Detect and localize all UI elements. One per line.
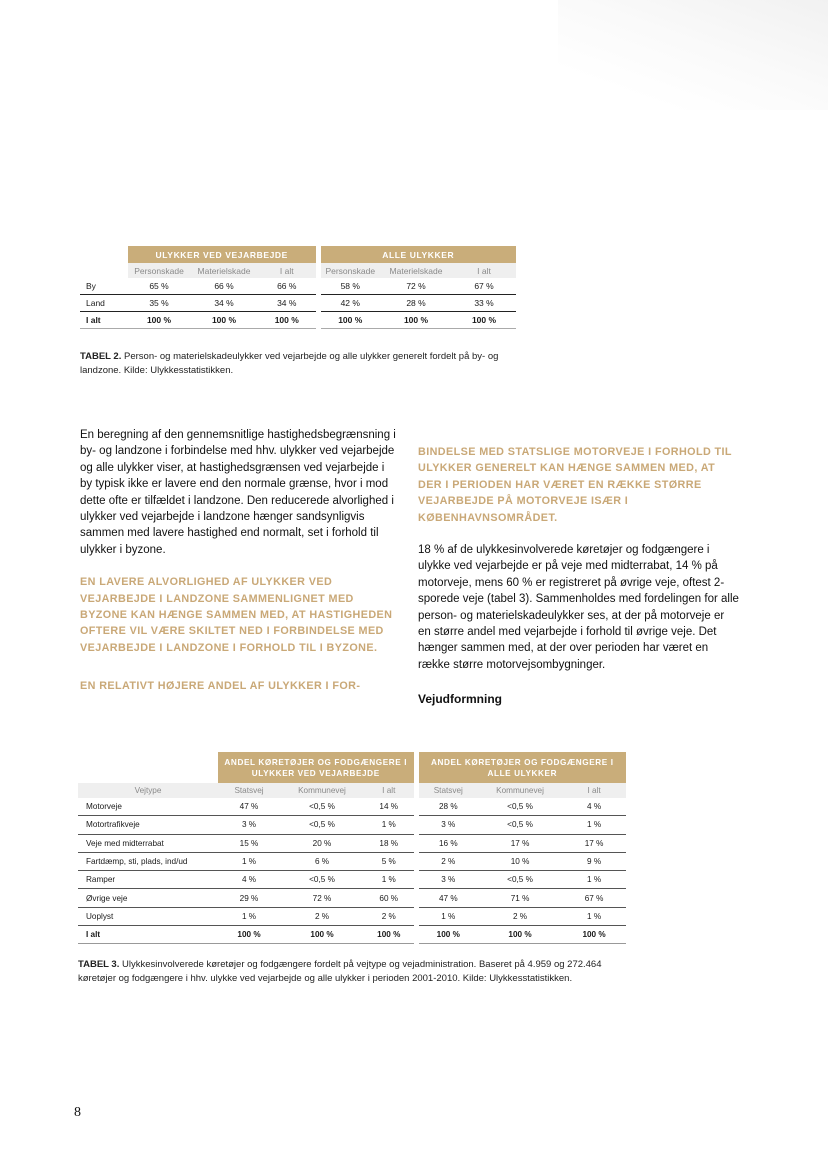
table-cell: 100 %	[364, 926, 416, 944]
table-row	[78, 834, 626, 852]
table-2-group-header: ULYKKER VED VEJARBEJDE	[128, 246, 318, 263]
table-cell: 67 %	[452, 278, 516, 295]
table-cell: 4 %	[562, 798, 626, 816]
table-2-column-header: Personskade	[318, 263, 380, 278]
table-cell: 3 %	[416, 816, 478, 834]
table-cell: 1 %	[364, 816, 416, 834]
table-cell: <0,5 %	[280, 816, 364, 834]
row-label: I alt	[80, 312, 128, 329]
table-cell: 65 %	[128, 278, 190, 295]
table-3-group-header: ANDEL KØRETØJER OG FODGÆNGERE I ALLE ULYKKER	[416, 752, 626, 783]
page-number: 8	[74, 1105, 81, 1120]
table-cell: 1 %	[218, 907, 280, 925]
table-cell: 29 %	[218, 889, 280, 907]
table-cell: <0,5 %	[478, 871, 562, 889]
caption-text: Ulykkesinvolverede køretøjer og fodgængere fordelt på vejtype og vejadministration. Baseret på 4.959 og 272.464 køretøjer og fodgængere i hhv. ulykke ved vejarbejde og alle ulykker i perioden 2001-2010. Kilde: Ulykkesstatistikken.	[78, 959, 602, 984]
table-cell: 1 %	[364, 871, 416, 889]
table-cell: 72 %	[380, 278, 452, 295]
table-cell: 66 %	[258, 278, 318, 295]
row-label: Land	[80, 295, 128, 312]
table-cell: 100 %	[562, 926, 626, 944]
caption-label: TABEL 2.	[80, 351, 122, 362]
table-cell: 4 %	[218, 871, 280, 889]
table-cell: <0,5 %	[478, 816, 562, 834]
table-row-total	[78, 926, 626, 944]
table-cell: 100 %	[416, 926, 478, 944]
right-column	[418, 444, 740, 708]
table-cell: 16 %	[416, 834, 478, 852]
table-cell: 100 %	[452, 312, 516, 329]
table-3-column-header: Kommunevej	[478, 783, 562, 798]
table-cell: 6 %	[280, 852, 364, 870]
table-row	[80, 295, 516, 312]
row-label: Motortrafikveje	[78, 816, 218, 834]
table-cell: 60 %	[364, 889, 416, 907]
table-3-column-header: Statsvej	[218, 783, 280, 798]
table-row	[78, 871, 626, 889]
table-cell: 34 %	[190, 295, 258, 312]
table-cell: 18 %	[364, 834, 416, 852]
table-2-column-header: Materielskade	[380, 263, 452, 278]
pull-quote-start: EN RELATIVT HØJERE ANDEL AF ULYKKER I FOR-	[80, 680, 361, 693]
table-cell: 100 %	[190, 312, 258, 329]
table-row	[78, 852, 626, 870]
row-label: By	[80, 278, 128, 295]
table-cell: 9 %	[562, 852, 626, 870]
table-row	[78, 907, 626, 925]
table-cell: 2 %	[478, 907, 562, 925]
table-cell: 20 %	[280, 834, 364, 852]
table-row	[78, 889, 626, 907]
table-cell: 1 %	[562, 907, 626, 925]
table-3	[78, 752, 626, 944]
corner-shading	[558, 0, 828, 110]
body-paragraph: 18 % af de ulykkesinvolverede køretøjer og fodgængere i ulykke ved vejarbejde er på veje med midterrabat, 14 % på motorveje, mens 60 % er registreret på øvrige veje, oftest 2-sporede veje (tabel 3). Sammenholdes med fordelingen for alle person- og materielskadeulykker ses, at der på motorveje er en større andel med vejarbejde i forhold til øvrige veje. Det hænger sammen med, at der over perioden har været en række større motorvejsombygninger.	[418, 544, 739, 671]
table-cell: 17 %	[562, 834, 626, 852]
table-2-caption	[80, 350, 530, 377]
table-2-column-header: I alt	[258, 263, 318, 278]
table-3-column-header: Kommunevej	[280, 783, 364, 798]
table-cell: 66 %	[190, 278, 258, 295]
row-label: Motorveje	[78, 798, 218, 816]
table-2-column-header: Materielskade	[190, 263, 258, 278]
table-3-column-header: I alt	[562, 783, 626, 798]
section-heading: Vejudformning	[418, 692, 502, 707]
table-cell: 100 %	[318, 312, 380, 329]
table-cell: 58 %	[318, 278, 380, 295]
table-3-column-header: Statsvej	[416, 783, 478, 798]
table-3-caption	[78, 958, 638, 985]
table-cell: 14 %	[364, 798, 416, 816]
table-cell: 100 %	[380, 312, 452, 329]
row-label: Uoplyst	[78, 907, 218, 925]
table-row	[78, 798, 626, 816]
table-row-total	[80, 312, 516, 329]
table-cell: 28 %	[380, 295, 452, 312]
table-cell: 1 %	[416, 907, 478, 925]
table-cell: <0,5 %	[280, 871, 364, 889]
table-cell: 1 %	[218, 852, 280, 870]
table-cell: 5 %	[364, 852, 416, 870]
row-label: I alt	[78, 926, 218, 944]
table-cell: 2 %	[416, 852, 478, 870]
caption-text: Person- og materielskadeulykker ved vejarbejde og alle ulykker generelt fordelt på by- og landzone. Kilde: Ulykkesstatistikken.	[80, 351, 499, 376]
table-cell: <0,5 %	[280, 798, 364, 816]
table-row	[80, 278, 516, 295]
row-label: Ramper	[78, 871, 218, 889]
table-cell: 3 %	[416, 871, 478, 889]
caption-label: TABEL 3.	[78, 959, 120, 970]
body-paragraph: En beregning af den gennemsnitlige hastighedsbegrænsning i by- og landzone i forbindelse med hhv. ulykker ved vejarbejde og alle ulykker viser, at hastighedsgrænsen ved vejarbejde i by typisk ikke er lavere end den normale grænse, hvor i mod dette ofte er tilfældet i landzone. Den reducerede alvorlighed i ulykker ved vejarbejde i landzone hænger sandsynligvis sammen med lavere hastighed end normalt, set i forhold til ulykker i byzone.	[80, 429, 396, 556]
table-cell: 100 %	[478, 926, 562, 944]
table-cell: 2 %	[280, 907, 364, 925]
row-label: Fartdæmp, sti, plads, ind/ud	[78, 852, 218, 870]
table-2-column-header: I alt	[452, 263, 516, 278]
table-cell: 1 %	[562, 816, 626, 834]
table-cell: 47 %	[218, 798, 280, 816]
table-cell: 28 %	[416, 798, 478, 816]
table-cell: 47 %	[416, 889, 478, 907]
row-label: Veje med midterrabat	[78, 834, 218, 852]
table-cell: 15 %	[218, 834, 280, 852]
table-cell: 34 %	[258, 295, 318, 312]
table-cell: 33 %	[452, 295, 516, 312]
table-cell: 3 %	[218, 816, 280, 834]
table-3-group-header: ANDEL KØRETØJER OG FODGÆNGERE I ULYKKER VED VEJARBEJDE	[218, 752, 416, 783]
table-cell: 71 %	[478, 889, 562, 907]
table-2-group-header: ALLE ULYKKER	[318, 246, 516, 263]
table-cell: 1 %	[562, 871, 626, 889]
table-cell: 17 %	[478, 834, 562, 852]
table-cell: 100 %	[280, 926, 364, 944]
table-2-column-header: Personskade	[128, 263, 190, 278]
table-row	[78, 816, 626, 834]
pull-quote-continued: BINDELSE MED STATSLIGE MOTORVEJE I FORHOLD TIL ULYKKER GENERELT KAN HÆNGE SAMMEN MED, AT DER I PERIODEN HAR VÆRET EN RÆKKE STØRRE VEJARBEJDE PÅ MOTORVEJE ISÆR I KØBENHAVNSOMRÅDET.	[418, 446, 732, 524]
table-cell: 100 %	[128, 312, 190, 329]
row-label: Øvrige veje	[78, 889, 218, 907]
table-cell: 42 %	[318, 295, 380, 312]
table-cell: 67 %	[562, 889, 626, 907]
table-cell: <0,5 %	[478, 798, 562, 816]
table-cell: 10 %	[478, 852, 562, 870]
table-2	[80, 246, 516, 329]
table-3-column-header: Vejtype	[78, 783, 218, 798]
table-cell: 35 %	[128, 295, 190, 312]
pull-quote: EN LAVERE ALVORLIGHED AF ULYKKER VED VEJARBEJDE I LANDZONE SAMMENLIGNET MED BYZONE KAN HÆNGE SAMMEN MED, AT HASTIGHEDEN OFTERE VIL VÆRE SKILTET NED I FORBINDELSE MED VEJARBEJDE I LANDZONE I FORHOLD TIL I BYZONE.	[80, 576, 393, 654]
table-cell: 72 %	[280, 889, 364, 907]
table-cell: 100 %	[258, 312, 318, 329]
table-3-column-header: I alt	[364, 783, 416, 798]
left-column	[80, 427, 398, 695]
table-cell: 100 %	[218, 926, 280, 944]
table-cell: 2 %	[364, 907, 416, 925]
